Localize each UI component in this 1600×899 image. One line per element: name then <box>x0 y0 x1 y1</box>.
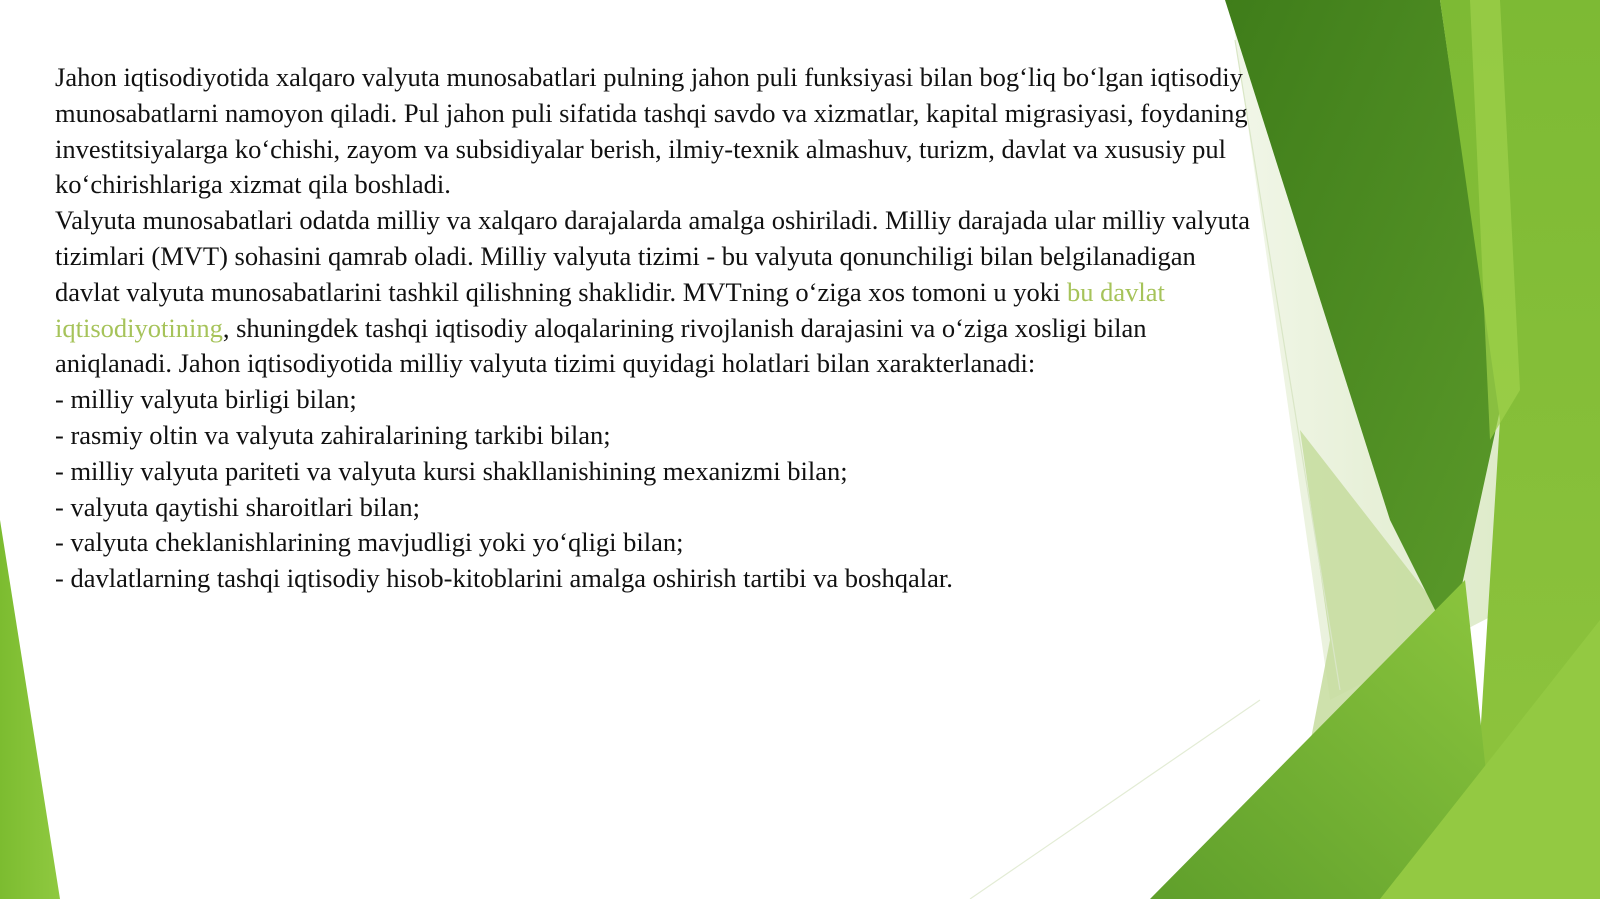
list-item: - valyuta cheklanishlarining mavjudligi yoki yo‘qligi bilan; <box>55 527 684 558</box>
paragraph-intro: Jahon iqtisodiyotida xalqaro valyuta munosabatlari pulning jahon puli funksiyasi bilan bog‘liq bo‘lgan iqtisodiy munosabatlarni namoyon qiladi. Pul jahon puli sifatida tashqi savdo va xizmatlar, kapital migrasiyasi, foydaning investitsiyalarga ko‘chishi, zayom va subsidiyalar berish, ilmiy-texnik almashuv, turizm, davlat va xususiy pul ko‘chirishlariga xizmat qila boshladi. <box>55 62 1248 200</box>
list-item: - milliy valyuta birligi bilan; <box>55 384 357 415</box>
paragraph-text-before: Valyuta munosabatlari odatda milliy va xalqaro darajalarda amalga oshiriladi. Milliy darajada ular milliy valyuta tizimlari (MVT) sohasini qamrab oladi. Milliy valyuta tizimi - bu valyuta qonunchiligi bilan belgilanadigan davlat valyuta munosabatlarini tashkil qilishning shaklidir. MVTning o‘ziga xos tomoni u yoki <box>55 205 1251 307</box>
slide-body-text <box>55 60 1255 597</box>
list-item: - milliy valyuta pariteti va valyuta kursi shakllanishining mexanizmi bilan; <box>55 455 848 486</box>
list-item: - valyuta qaytishi sharoitlari bilan; <box>55 491 421 522</box>
highlighted-link-text[interactable]: bu davlat iqtisodiyotining <box>55 276 1165 343</box>
list-item: - rasmiy oltin va valyuta zahiralarining tarkibi bilan; <box>55 419 611 450</box>
paragraph-national-system <box>55 203 1255 382</box>
paragraph-text-after: , shuningdek tashqi iqtisodiy aloqalarining rivojlanish darajasini va o‘ziga xosligi bilan aniqlanadi. Jahon iqtisodiyotida milliy valyuta tizimi quyidagi holatlari bilan xarakterlanadi: <box>55 312 1147 379</box>
left-sliver <box>0 520 60 899</box>
list-item: - davlatlarning tashqi iqtisodiy hisob-kitoblarini amalga oshirish tartibi va boshqalar. <box>55 563 953 594</box>
